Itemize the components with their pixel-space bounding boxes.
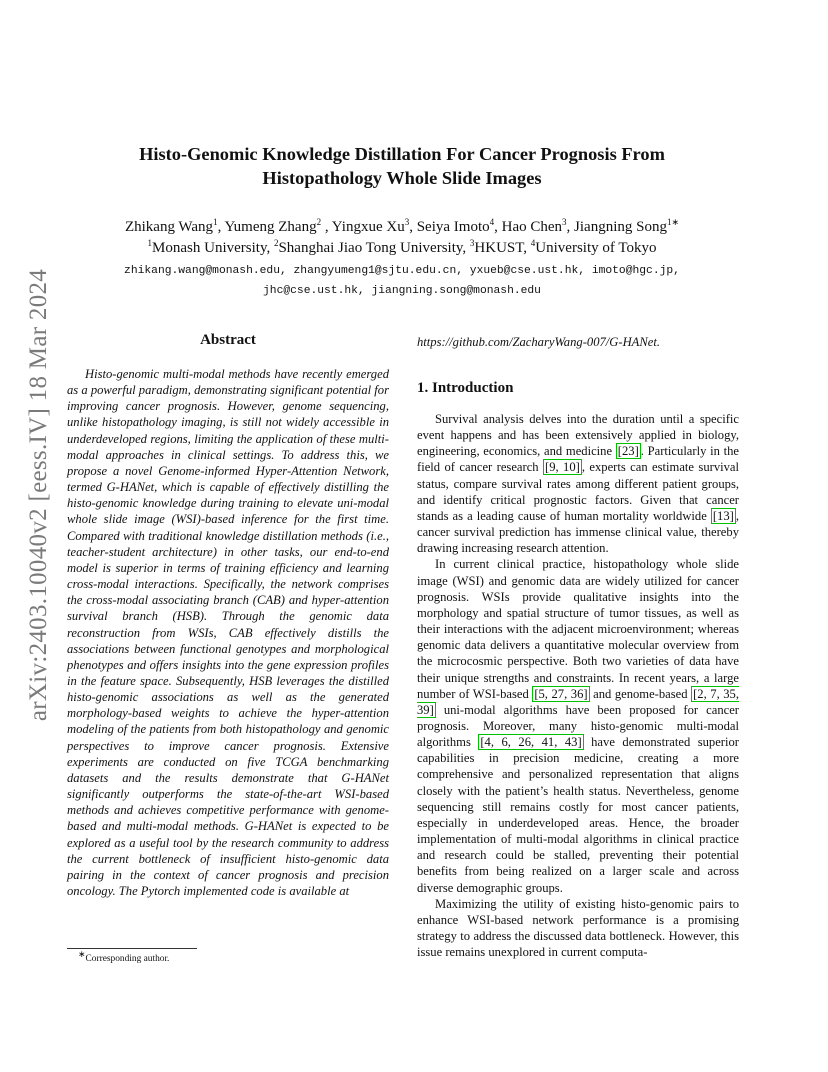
section-heading-introduction: 1. Introduction: [417, 380, 514, 396]
footnote: [78, 948, 170, 965]
affiliation-mark: 4: [530, 238, 536, 248]
intro-paragraph-3: Maximizing the utility of existing histo-genomic pairs to enhance WSI-based network performance is a promising strategy to address the discussed data bottleneck. However, this issue remains unexplored in current computa-: [417, 896, 739, 960]
title-line-1: Histo-Genomic Knowledge Distillation For Cancer Prognosis From: [139, 144, 665, 164]
author-name: Yumeng Zhang: [224, 219, 317, 235]
footnote-mark: ∗: [78, 948, 86, 959]
email-block: [80, 261, 724, 301]
title-line-2: Histopathology Whole Slide Images: [262, 168, 542, 188]
footnote-divider: [67, 948, 197, 949]
affiliation-mark: 3: [469, 238, 475, 248]
paragraph-text: In current clinical practice, histopathology whole slide image (WSI) and genomic data are widely utilized for cancer prognosis. WSIs provide qualitative insights into the morphology and spatial structure of tumor tissues, as well as their interactions with the adjacent microenvironment; whereas genomic data delivers a quantitative molecular overview from the microcosmic perspective. Both two varieties of data have their unique strengths and constraints. In recent years, a large number of WSI-based: [417, 557, 739, 701]
citation-link[interactable]: [2, 7, 35, 39]: [417, 686, 739, 717]
paragraph-text: , cancer survival prediction has immense clinical value, thereby drawing increasing research attention.: [417, 508, 739, 556]
author-block: [80, 217, 724, 259]
citation-link[interactable]: [23]: [617, 444, 639, 459]
author-name: Jiangning Song: [574, 219, 667, 235]
citation-link[interactable]: [5, 27, 36]: [534, 686, 588, 701]
affiliation-list: $^1$Monash University, $^2$Shanghai Jiao Tong University, $^3$HKUST, $^4$University of Tokyo: [147, 238, 657, 256]
author-affiliation-mark: 3: [562, 217, 567, 227]
paper-title: [80, 142, 724, 190]
author-list: Zhikang Wang$^1$, Yumeng Zhang$^2$ , Yingxue Xu$^3$, Seiya Imoto$^4$, Hao Chen$^3$, Jiangning Song$^{1∗}$: [124, 217, 680, 235]
paragraph-text: uni-modal algorithms have been proposed for cancer prognosis. Moreover, many histo-genomic multi-modal algorithms: [417, 702, 739, 750]
right-column: [417, 330, 739, 960]
abstract-text: Histo-genomic multi-modal methods have recently emerged as a powerful paradigm, demonstrating significant potential for improving cancer prognosis. However, genome sequencing, unlike histopathology imaging, is still not widely accessible in underdeveloped regions, limiting the application of these multi-modal approaches in clinical settings. To address this, we propose a novel Genome-informed Hyper-Attention Network, termed G-HANet, which is capable of effectively distilling the histo-genomic knowledge during training to elevate uni-modal whole slide image (WSI)-based inference for the first time. Compared with traditional knowledge distillation methods (i.e., teacher-student architecture) in other tasks, our end-to-end model is superior in terms of training efficiency and learning cross-modal interactions. Specifically, the network comprises the cross-modal associating branch (CAB) and hyper-attention survival branch (HSB). Through the genomic data reconstruction from WSIs, CAB effectively distills the associations between functional genotypes and morphological phenotypes and offers insights into the gene expression profiles in the feature space. Subsequently, HSB leverages the distilled histo-genomic associations as well as the generated morphology-based weights to achieve the hyper-attention modeling of the patients from both histopathology and genomic perspectives to improve cancer prognosis. Extensive experiments are conducted on five TCGA benchmarking datasets and the results demonstrate that G-HANet significantly outperforms the state-of-the-art WSI-based methods and achieves competitive performance with genome-based and multi-modal methods. G-HANet is expected to be explored as a useful tool by the research community to address the current bottleneck of insufficient histo-genomic data pairing in the context of cancer prognosis and precision oncology. The Pytorch implemented code is available at: [67, 367, 389, 898]
arxiv-identifier: arXiv:2403.10040v2 [eess.IV] 18 Mar 2024: [25, 268, 52, 722]
affiliation-name: Monash University: [152, 240, 267, 256]
affiliation-name: University of Tokyo: [535, 240, 657, 256]
left-column: [67, 330, 389, 899]
citation-link[interactable]: [4, 6, 26, 41, 43]: [480, 735, 582, 750]
intro-paragraph-2: [417, 556, 739, 895]
affiliation-name: Shanghai Jiao Tong University: [278, 240, 463, 256]
arxiv-stamp: [19, 268, 59, 722]
author-affiliation-mark: 1∗: [666, 217, 680, 227]
paragraph-text: , experts can estimate survival status, compare survival rates among different patient groups, and identify critical prognostic factors. Given that cancer stands as a leading cause of human mortality worldwide: [417, 460, 739, 523]
affiliation-name: HKUST: [474, 240, 524, 256]
code-url[interactable]: https://github.com/ZacharyWang-007/G-HANet.: [417, 335, 660, 349]
citation-link[interactable]: [13]: [712, 508, 734, 523]
paragraph-text: have demonstrated superior capabilities in precision medicine, creating a more comprehensive and personalized representation that aligns closely with the patient’s health status. Nevertheless, genome sequencing still remains costly for most cancer patients, especially in underdeveloped areas. Hence, the broader implementation of multi-modal algorithms in clinical practice and research could be stalled, preventing their potential benefits from being realized on a larger scale and across diverse demographic groups.: [417, 735, 739, 895]
email-line-2: jhc@cse.ust.hk, jiangning.song@monash.edu: [263, 285, 541, 297]
footnote-text: Corresponding author.: [85, 954, 170, 964]
author-name: Hao Chen: [501, 219, 563, 235]
author-affiliation-mark: 2: [316, 217, 322, 227]
paragraph-text: Survival analysis delves into the duration until a specific event happens and has been extensively applied in biology, engineering, economics, and medicine: [417, 412, 739, 459]
affiliation-mark: 2: [273, 238, 279, 248]
author-name: Yingxue Xu: [331, 219, 405, 235]
author-name: Seiya Imoto: [416, 219, 490, 235]
paragraph-text: . Particularly in the field of cancer research: [417, 444, 739, 475]
paragraph-text: and genome-based: [589, 686, 692, 701]
author-affiliation-mark: 3: [404, 217, 410, 227]
email-line-1: zhikang.wang@monash.edu, zhangyumeng1@sjtu.edu.cn, yxueb@cse.ust.hk, imoto@hgc.jp,: [124, 265, 680, 277]
author-name: Zhikang Wang: [124, 219, 214, 235]
author-affiliation-mark: 4: [489, 217, 495, 227]
intro-paragraph-1: [417, 411, 739, 556]
author-affiliation-mark: 1: [213, 217, 218, 227]
affiliation-mark: 1: [147, 238, 153, 248]
abstract-heading: Abstract: [200, 332, 256, 348]
citation-link[interactable]: [9, 10]: [545, 460, 580, 475]
